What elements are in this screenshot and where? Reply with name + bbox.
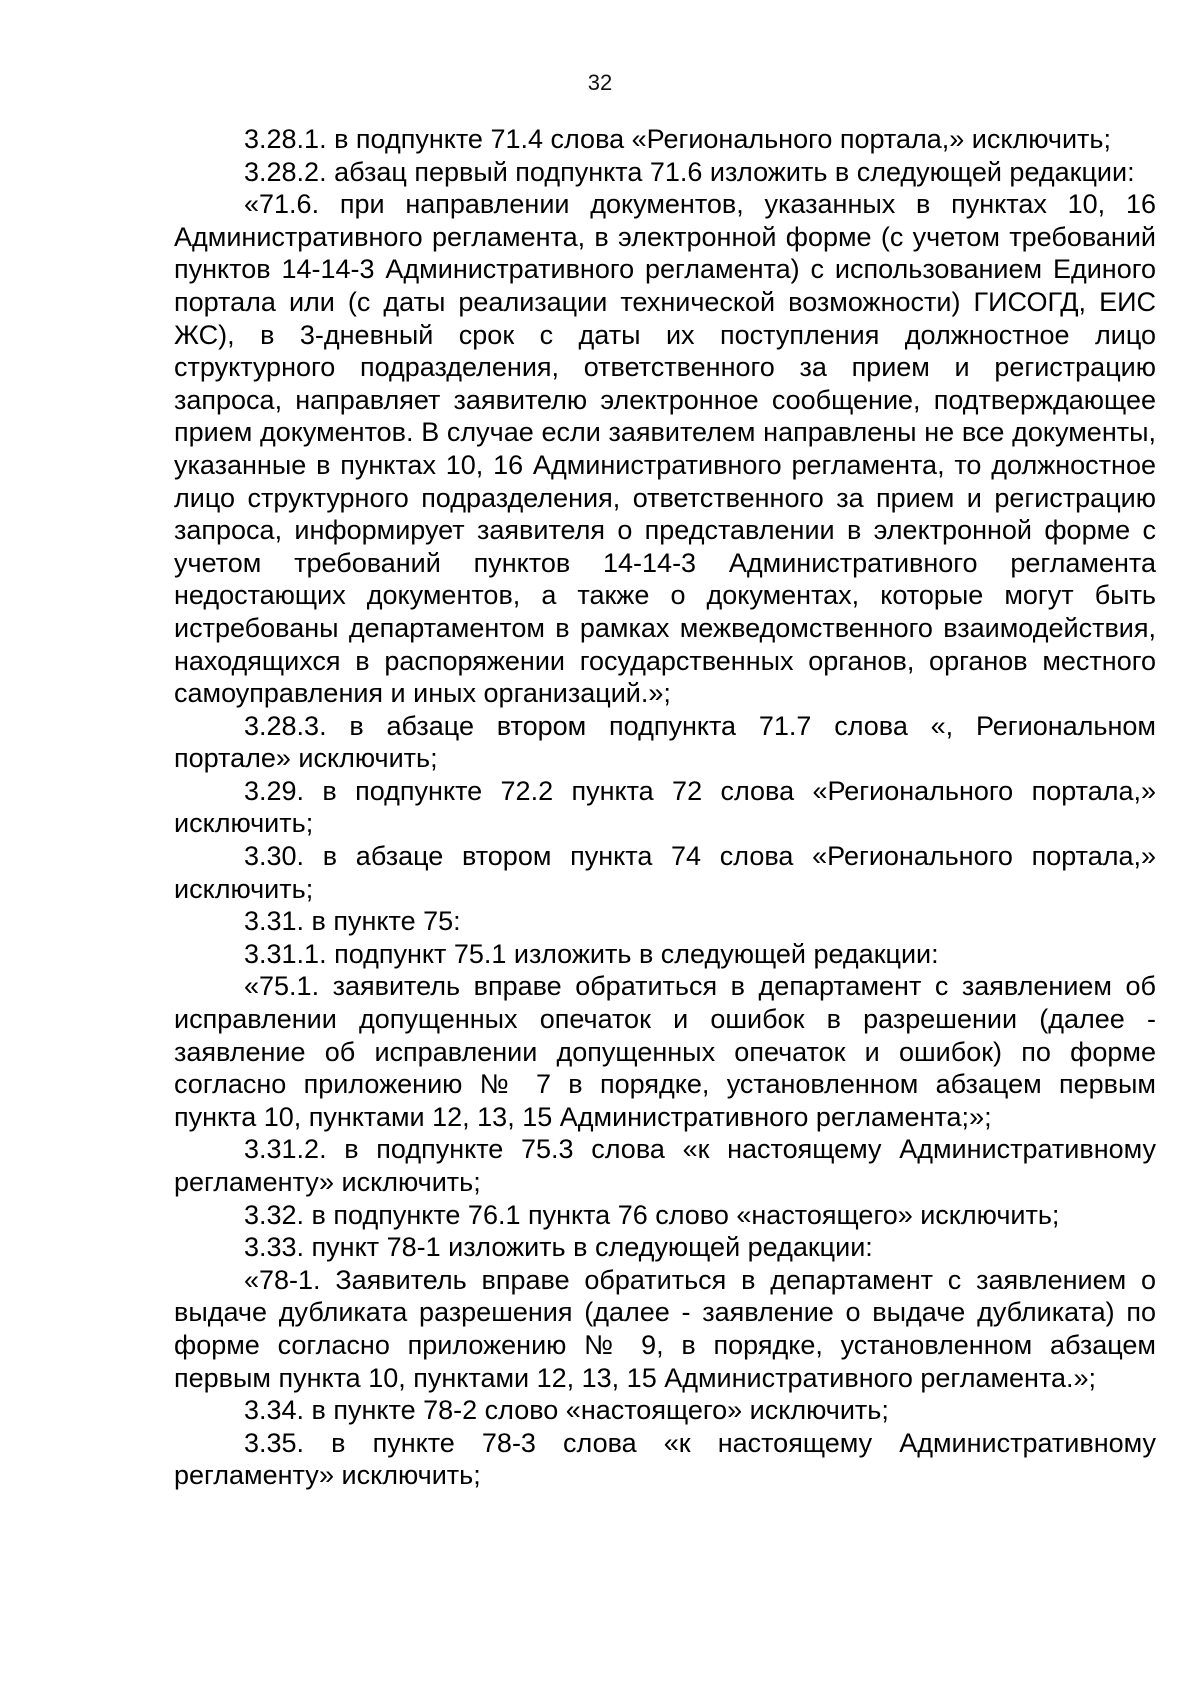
paragraph-3-34: 3.34. в пункте 78-2 слово «настоящего» исключить; [244,1395,889,1426]
paragraph-71-6-quote: «71.6. при направлении документов, указанных в пунктах 10, 16 Административного регламента, в электронной форме (с учетом требований пунктов 14-14-3 Административного регламента) с использованием Единого портала или (с даты реализации технической возможности) ГИСОГД, ЕИС ЖС), в 3-дневный срок с даты их поступления должностное лицо структурного подразделения, ответственного за прием и регистрацию запроса, направляет заявителю электронное сообщение, подтверждающее прием документов. В случае если заявителем направлены не все документы, указанные в пунктах 10, 16 Административного регламента, то должностное лицо структурного подразделения, ответственного за прием и регистрацию запроса, информирует заявителя о представлении в электронной форме с учетом требований пунктов 14-14-3 Административного регламента недостающих документов, а также о документах, которые могут быть истребованы департаментом в рамках межведомственного взаимодействия, находящихся в распоряжении государственных органов, органов местного самоуправления и иных организаций.»; [174,189,1156,709]
paragraph-3-30: 3.30. в абзаце втором пункта 74 слова «Регионального портала,» исключить; [174,841,1156,904]
paragraph-78-1-quote: «78-1. Заявитель вправе обратиться в департамент с заявлением о выдаче дубликата разрешения (далее - заявление о выдаче дубликата) по форме согласно приложению № 9, в порядке, установленном абзацем первым пункта 10, пунктами 12, 13, 15 Административного регламента.»; [174,1264,1156,1393]
paragraph-3-28-1: 3.28.1. в подпункте 71.4 слова «Регионального портала,» исключить; [244,124,1111,154]
paragraph-3-28-3: 3.28.3. в абзаце втором подпункта 71.7 слова «, Региональном портале» исключить; [174,710,1156,774]
paragraph-3-29: 3.29. в подпункте 72.2 пункта 72 слова «Регионального портала,» исключить; [174,775,1156,839]
paragraph-3-31-1: 3.31.1. подпункт 75.1 изложить в следующей редакции: [244,938,939,969]
paragraph-3-28-2: 3.28.2. абзац первый подпункта 71.6 изложить в следующей редакции: [244,156,1135,187]
paragraph-3-33: 3.33. пункт 78-1 изложить в следующей редакции: [244,1232,873,1263]
paragraph-3-31-2: 3.31.2. в подпункте 75.3 слова «к настоящему Административному регламенту» исключить; [174,1134,1156,1197]
paragraph-3-32: 3.32. в подпункте 76.1 пункта 76 слово «настоящего» исключить; [244,1199,1060,1230]
page-number: 32 [587,70,613,95]
paragraph-3-35: 3.35. в пункте 78-3 слова «к настоящему Административному регламенту» исключить; [174,1427,1156,1491]
paragraph-3-31: 3.31. в пункте 75: [244,906,461,937]
paragraph-75-1-quote: «75.1. заявитель вправе обратиться в департамент с заявлением об исправлении допущенных опечаток и ошибок в разрешении (далее - заявление об исправлении допущенных опечаток и ошибок) по форме согласно приложению № 7 в порядке, установленном абзацем первым пункта 10, пунктами 12, 13, 15 Административного регламента;»; [174,971,1156,1132]
document-body [174,123,1156,1492]
